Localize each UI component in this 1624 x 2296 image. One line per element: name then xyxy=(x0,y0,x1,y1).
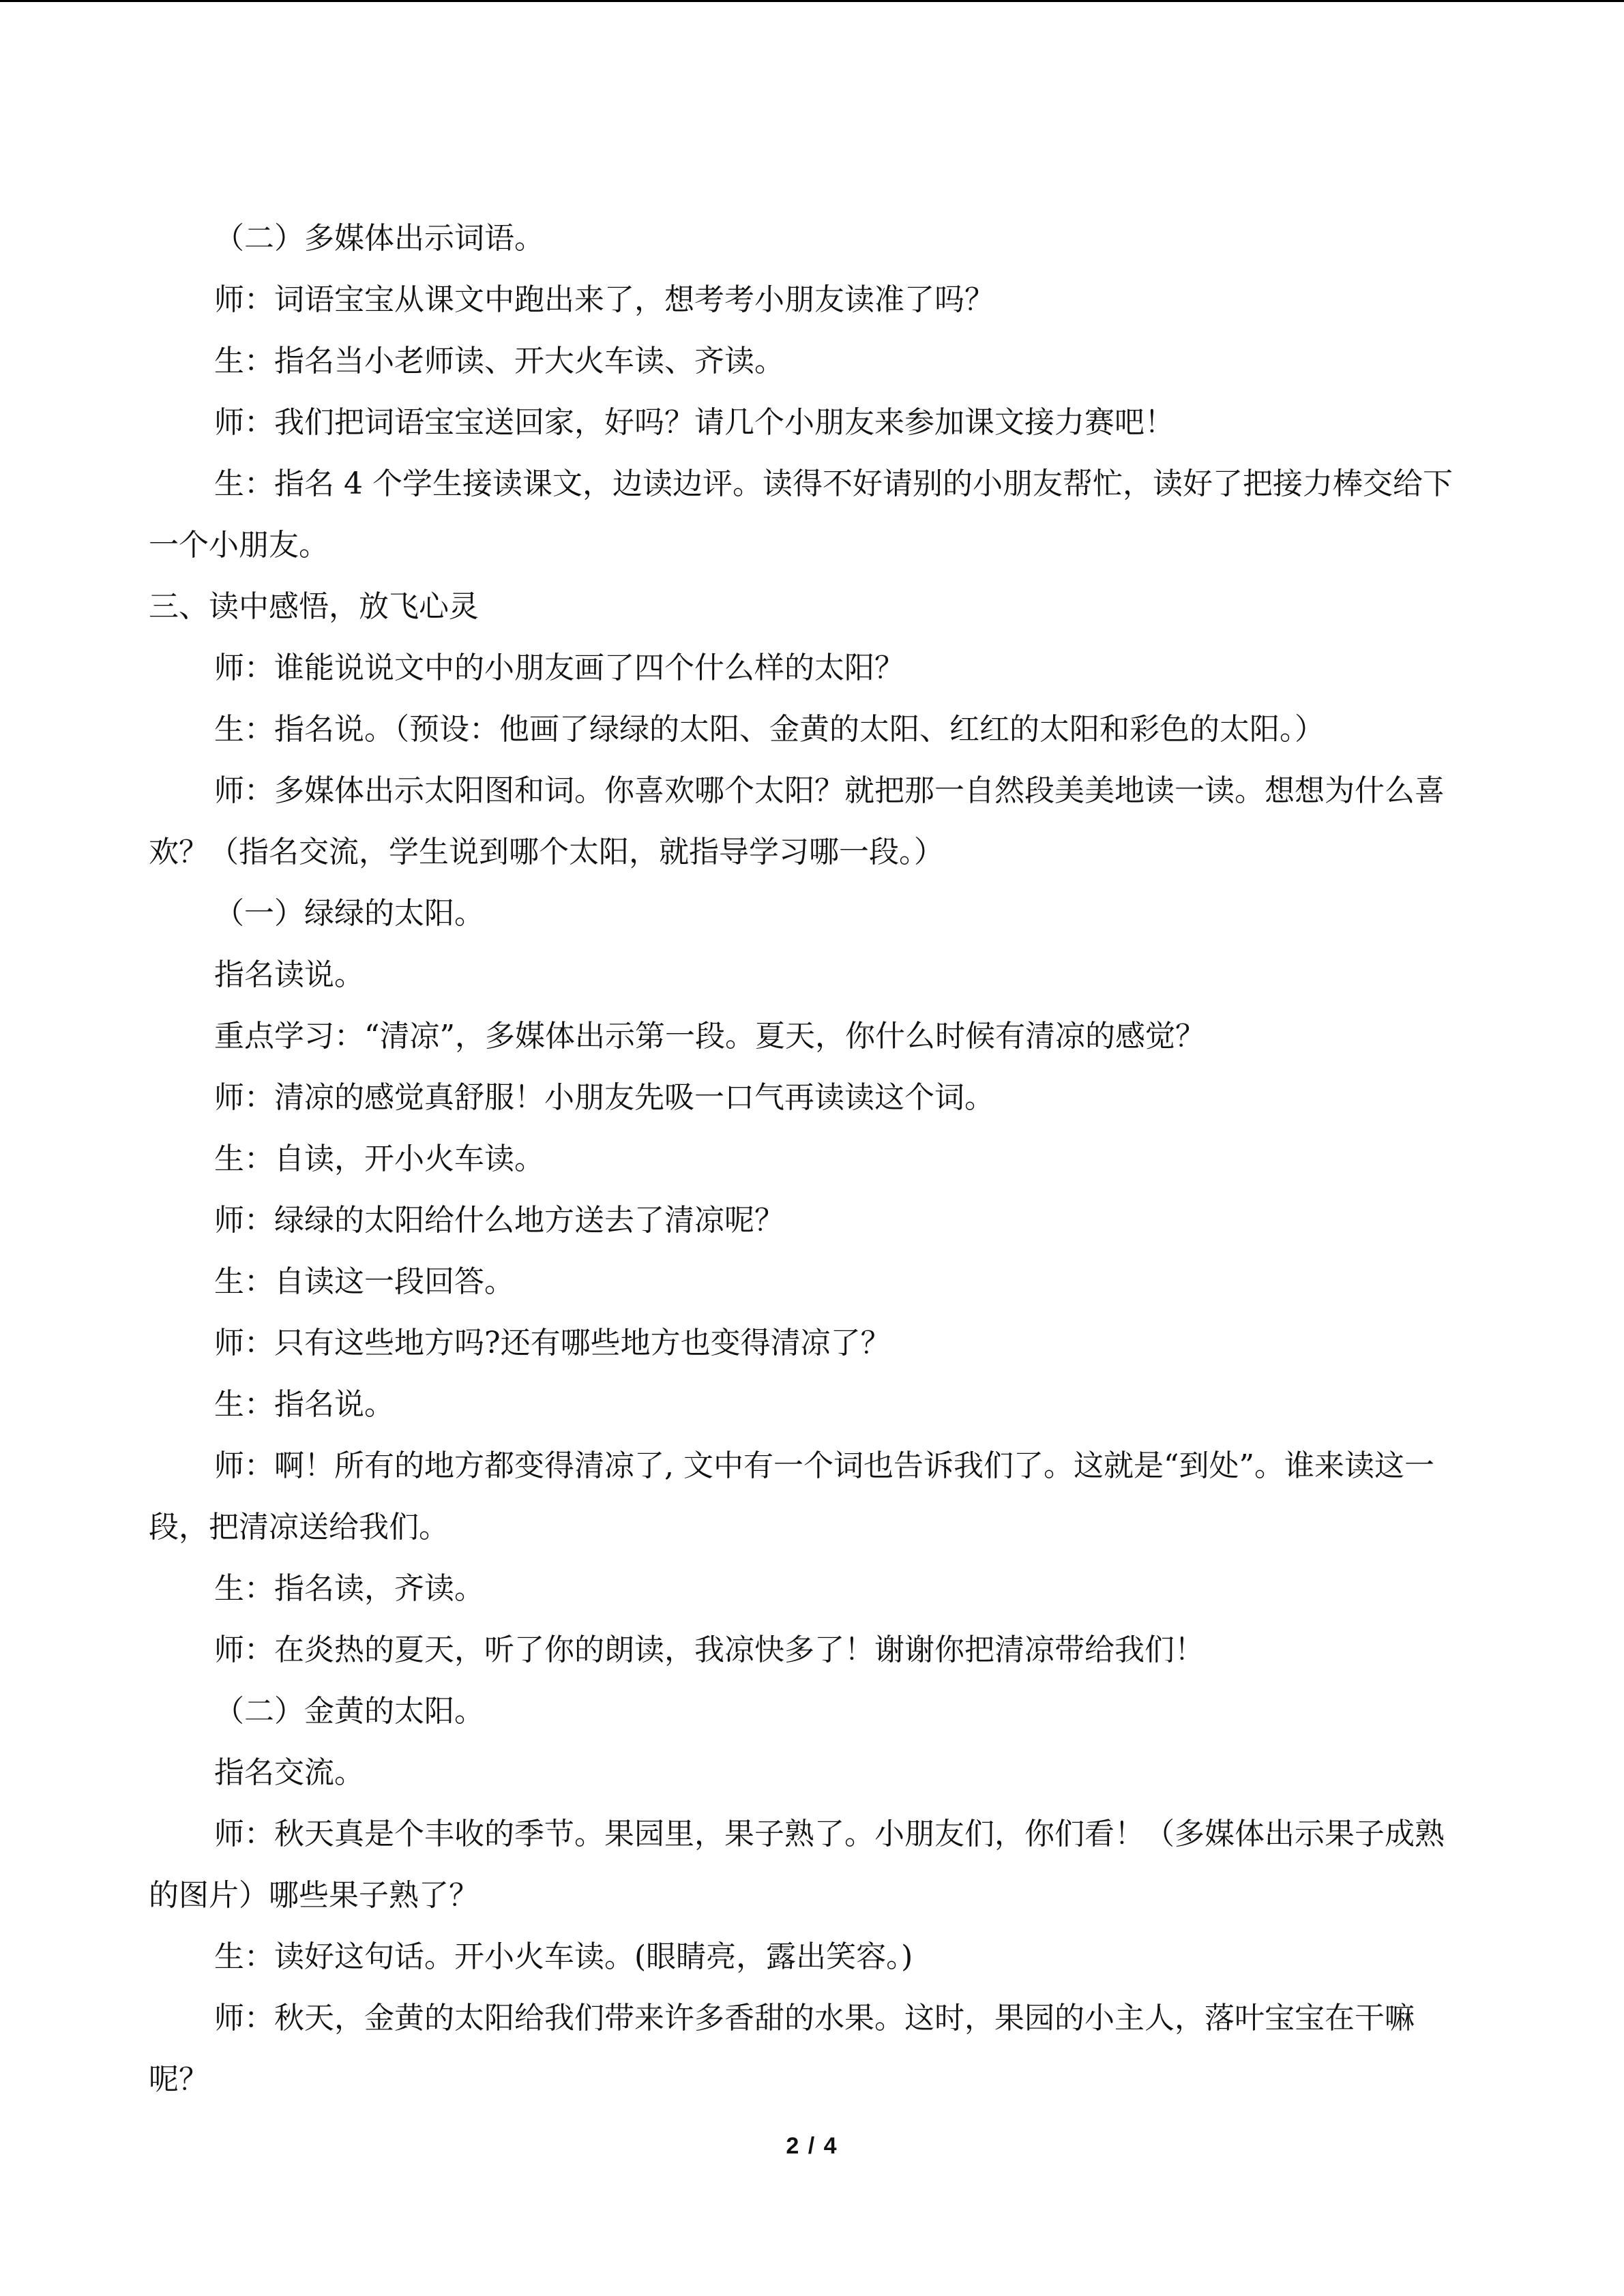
paragraph: 师：在炎热的夏天，听了你的朗读，我凉快多了！谢谢你把清凉带给我们！ xyxy=(214,1632,1205,1667)
paragraph: 生：读好这句话。开小火车读。(眼睛亮，露出笑容。) xyxy=(214,1939,913,1974)
subsection-heading: （一）绿绿的太阳。 xyxy=(214,896,484,931)
paragraph: 师：多媒体出示太阳图和词。你喜欢哪个太阳？就把那一自然段美美地读一读。想想为什么喜欢？（指名交流，学生说到哪个太阳，就指导学习哪一段。） xyxy=(149,773,1445,869)
paragraph: 师：只有这些地方吗?还有哪些地方也变得清凉了？ xyxy=(214,1326,891,1360)
paragraph: 生：指名当小老师读、开大火车读、齐读。 xyxy=(214,344,784,378)
document-body xyxy=(149,208,1456,2111)
page-number: 2 / 4 xyxy=(786,2133,838,2159)
subsection-heading: （二）金黄的太阳。 xyxy=(214,1694,484,1729)
paragraph: 师：秋天，金黄的太阳给我们带来许多香甜的水果。这时，果园的小主人，落叶宝宝在干嘛呢？ xyxy=(149,2001,1415,2097)
paragraph: 师：绿绿的太阳给什么地方送去了清凉呢？ xyxy=(214,1203,784,1238)
paragraph: 指名读说。 xyxy=(214,957,364,992)
paragraph: 生：指名说。 xyxy=(214,1387,394,1422)
paragraph: 生：指名说。（预设：他画了绿绿的太阳、金黄的太阳、红红的太阳和彩色的太阳。） xyxy=(214,712,1325,747)
section-heading: 三、读中感悟，放飞心灵 xyxy=(149,589,479,624)
paragraph: 师：我们把词语宝宝送回家，好吗？请几个小朋友来参加课文接力赛吧！ xyxy=(214,405,1175,440)
paragraph: 重点学习：“清凉”，多媒体出示第一段。夏天，你什么时候有清凉的感觉？ xyxy=(214,1019,1205,1054)
paragraph: （二）多媒体出示词语。 xyxy=(214,221,544,256)
paragraph: 师：谁能说说文中的小朋友画了四个什么样的太阳？ xyxy=(214,651,904,685)
paragraph: 师：秋天真是个丰收的季节。果园里，果子熟了。小朋友们，你们看！（多媒体出示果子成熟的图片）哪些果子熟了？ xyxy=(149,1817,1445,1913)
paragraph: 生：指名读，齐读。 xyxy=(214,1571,484,1606)
paragraph: 师：啊！所有的地方都变得清凉了, 文中有一个词也告诉我们了。这就是“到处”。谁来读这一段，把清凉送给我们。 xyxy=(149,1448,1434,1545)
paragraph: 生：自读，开小火车读。 xyxy=(214,1142,544,1176)
paragraph: 师：词语宝宝从课文中跑出来了，想考考小朋友读准了吗？ xyxy=(214,282,994,317)
paragraph: 师：清凉的感觉真舒服！小朋友先吸一口气再读读这个词。 xyxy=(214,1080,994,1115)
paragraph: 生：指名 4 个学生接读课文，边读边评。读得不好请别的小朋友帮忙，读好了把接力棒交给下一个小朋友。 xyxy=(149,466,1453,563)
paragraph: 生：自读这一段回答。 xyxy=(214,1264,514,1299)
paragraph: 指名交流。 xyxy=(214,1755,364,1790)
page-top-border xyxy=(0,0,1624,2)
